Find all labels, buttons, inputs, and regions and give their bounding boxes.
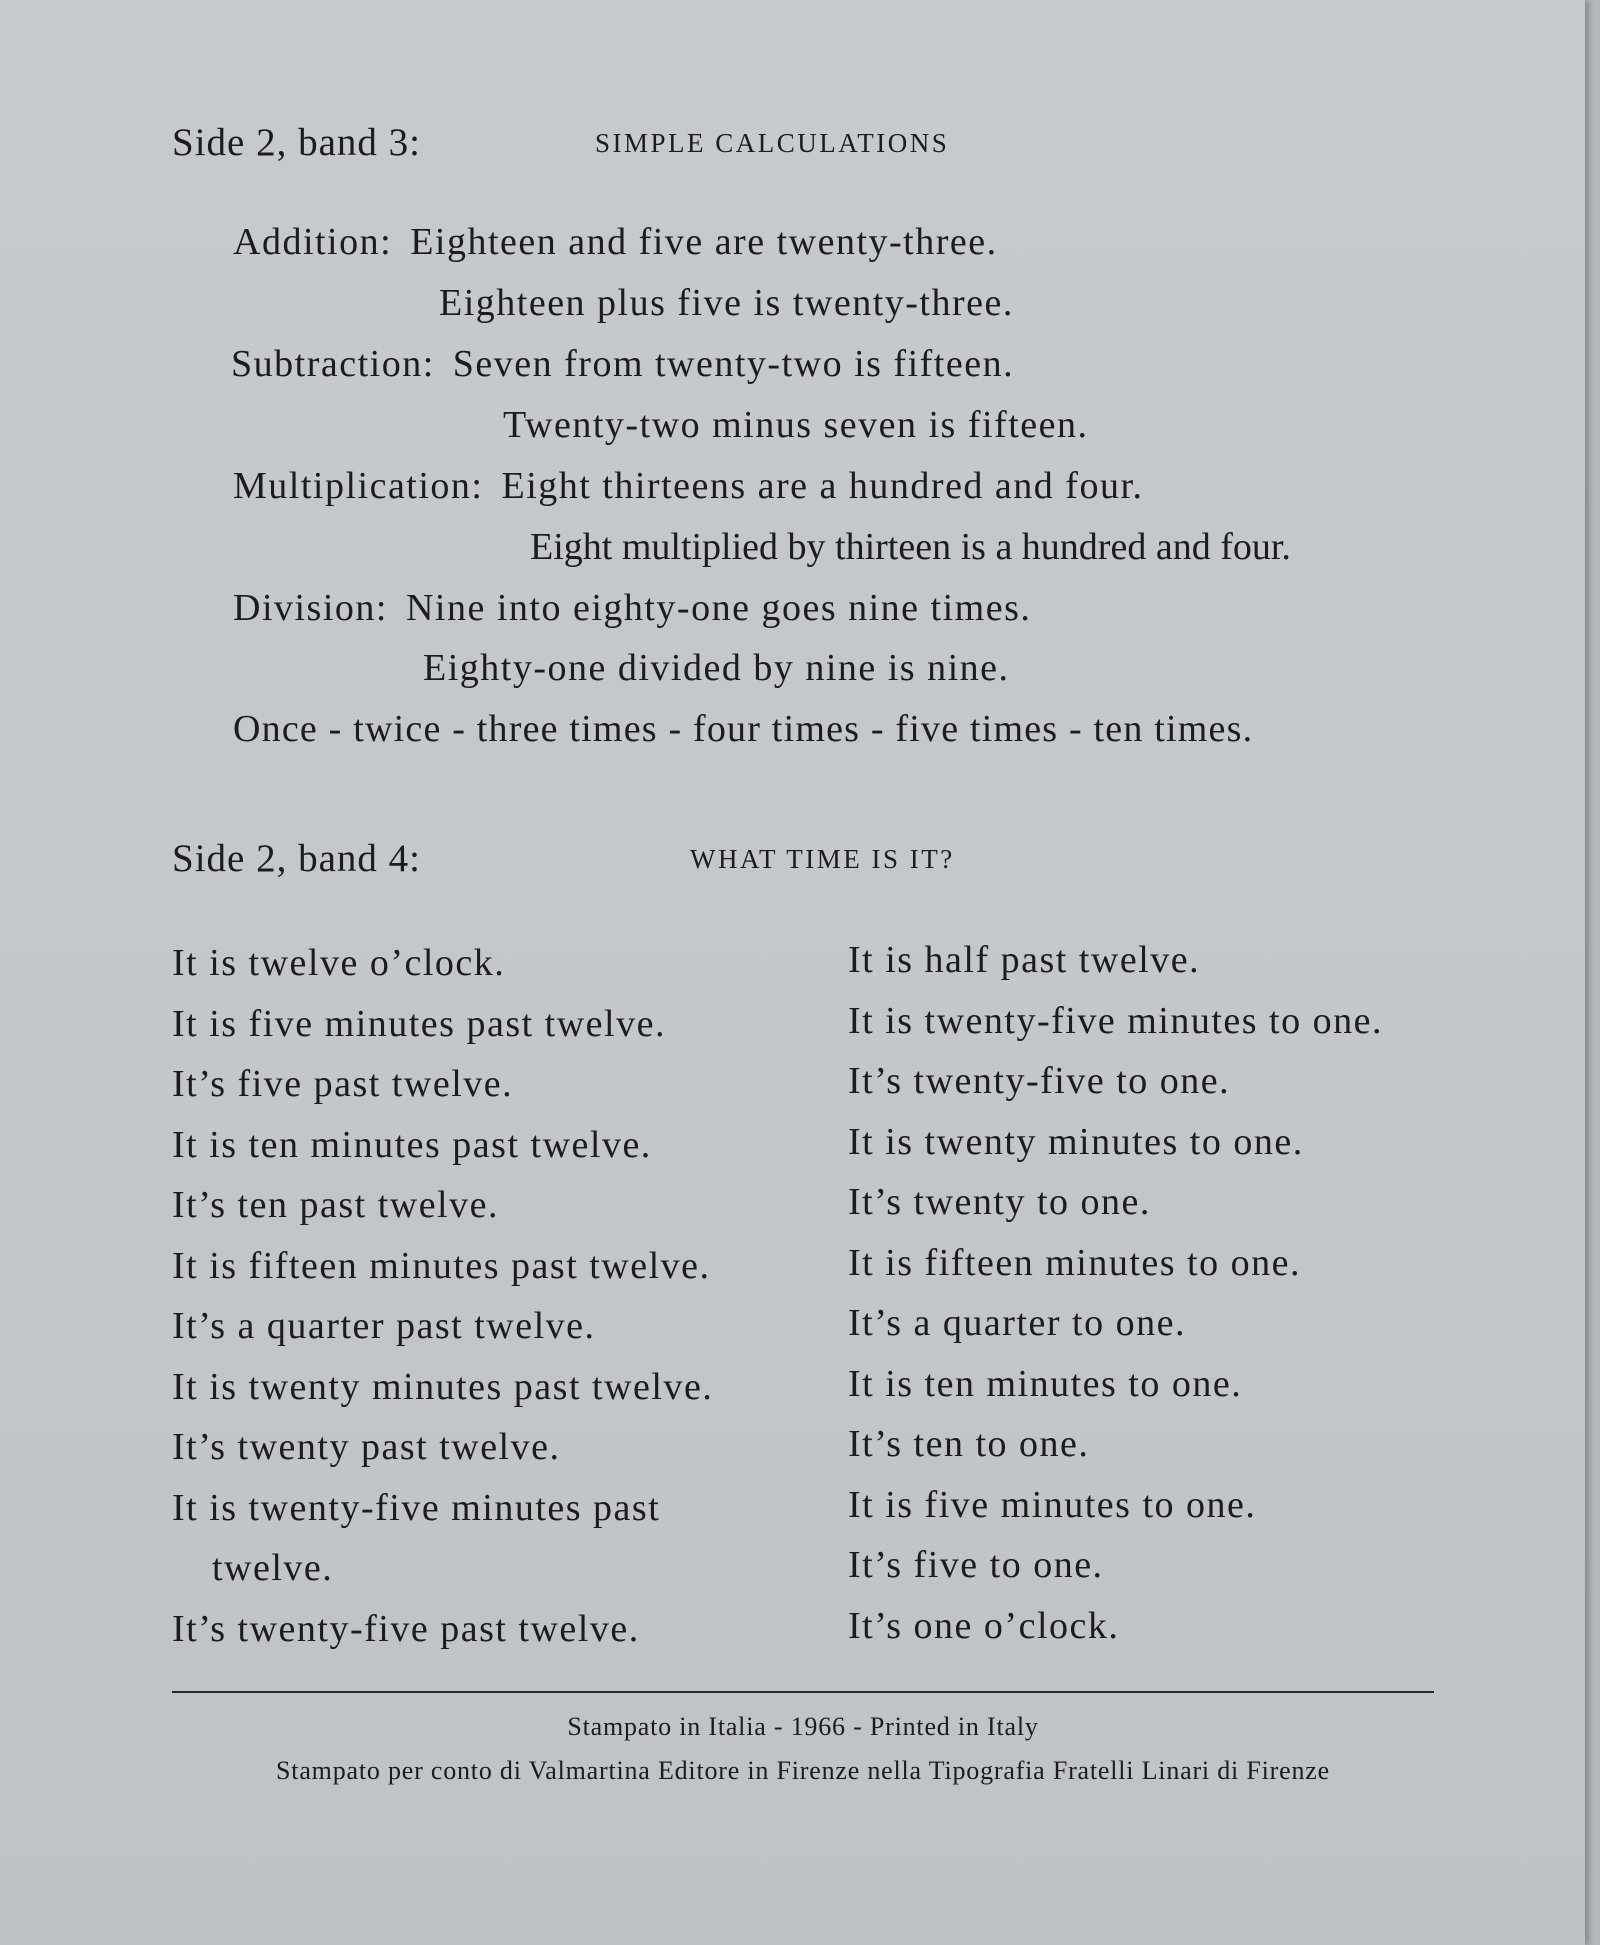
time-phrase: It is fifteen minutes to one. (848, 1241, 1301, 1284)
time-phrase: It’s ten past twelve. (172, 1184, 499, 1226)
time-phrase: It is twenty-five minutes to one. (848, 999, 1383, 1042)
time-phrase: It is ten minutes to one. (848, 1362, 1243, 1405)
time-phrase: It is five minutes past twelve. (172, 1002, 666, 1045)
band4-title: WHAT TIME IS IT? (690, 844, 955, 874)
time-phrase: It is ten minutes past twelve. (172, 1123, 652, 1166)
calc-text: Nine into eighty-one goes nine times. (405, 587, 1032, 629)
time-phrase: It’s one o’clock. (848, 1604, 1120, 1647)
band4-header (172, 836, 1432, 888)
calc-label: Addition: (233, 221, 393, 263)
time-phrase: It’s twenty past twelve. (172, 1426, 561, 1468)
time-phrase: It is five minutes to one. (848, 1483, 1257, 1526)
time-phrase: It’s a quarter past twelve. (172, 1305, 596, 1347)
calc-label: Multiplication: (233, 465, 484, 507)
time-phrase: It is twenty minutes past twelve. (172, 1365, 714, 1408)
time-phrase: It’s five past twelve. (172, 1063, 514, 1105)
time-phrase: It is fifteen minutes past twelve. (172, 1244, 711, 1287)
time-phrase: It’s twenty-five past twelve. (172, 1607, 640, 1650)
time-column-left (172, 933, 812, 1659)
time-phrase: It’s five to one. (848, 1544, 1104, 1586)
calc-text: Eighteen and five are twenty-three. (410, 221, 998, 263)
time-phrase: It is twenty minutes to one. (848, 1120, 1304, 1163)
time-phrase: It’s twenty to one. (848, 1181, 1151, 1223)
time-phrase: It is twelve o’clock. (172, 942, 506, 984)
calc-text: Seven from twenty-two is fifteen. (452, 343, 1015, 385)
calc-line (503, 400, 1089, 450)
time-phrase: It’s twenty-five to one. (848, 1060, 1231, 1102)
calc-text: Eighteen plus five is twenty-three. (439, 282, 1014, 324)
footer-printer: Stampato per conto di Valmartina Editore in Firenze nella Tipografia Fratelli Linari di Firenze (276, 1756, 1330, 1785)
calc-text: Eight multiplied by thirteen is a hundred and four. (530, 526, 1291, 568)
calc-line (233, 583, 1031, 633)
time-phrase: It’s a quarter to one. (848, 1302, 1186, 1344)
calc-text: Twenty-two minus seven is fifteen. (503, 404, 1089, 446)
calc-line (423, 643, 1010, 693)
calc-text: Eight thirteens are a hundred and four. (501, 465, 1144, 507)
calc-line (233, 704, 1253, 754)
calc-label: Division: (233, 587, 388, 629)
calc-line (530, 522, 1291, 572)
time-phrase: It is twenty-five minutes past (172, 1486, 661, 1529)
footer-divider (172, 1691, 1434, 1693)
time-column-right (848, 930, 1448, 1656)
band4-label: Side 2, band 4: (172, 837, 421, 880)
band3-header (172, 120, 1432, 172)
footer-imprint: Stampato in Italia - 1966 - Printed in Italy (567, 1712, 1039, 1741)
calc-text: Eighty-one divided by nine is nine. (423, 647, 1010, 689)
time-phrase: It is half past twelve. (848, 939, 1201, 981)
time-phrase-continuation: twelve. (212, 1547, 334, 1589)
calc-text: Once - twice - three times - four times - five times - ten times. (233, 708, 1254, 750)
calc-label: Subtraction: (231, 343, 435, 385)
calc-line (233, 461, 1144, 511)
calc-line (439, 278, 1014, 328)
time-phrase: It’s ten to one. (848, 1423, 1090, 1465)
band3-label: Side 2, band 3: (172, 121, 421, 164)
calc-line (233, 217, 998, 267)
band3-title: SIMPLE CALCULATIONS (595, 128, 950, 158)
calc-line (231, 339, 1014, 389)
